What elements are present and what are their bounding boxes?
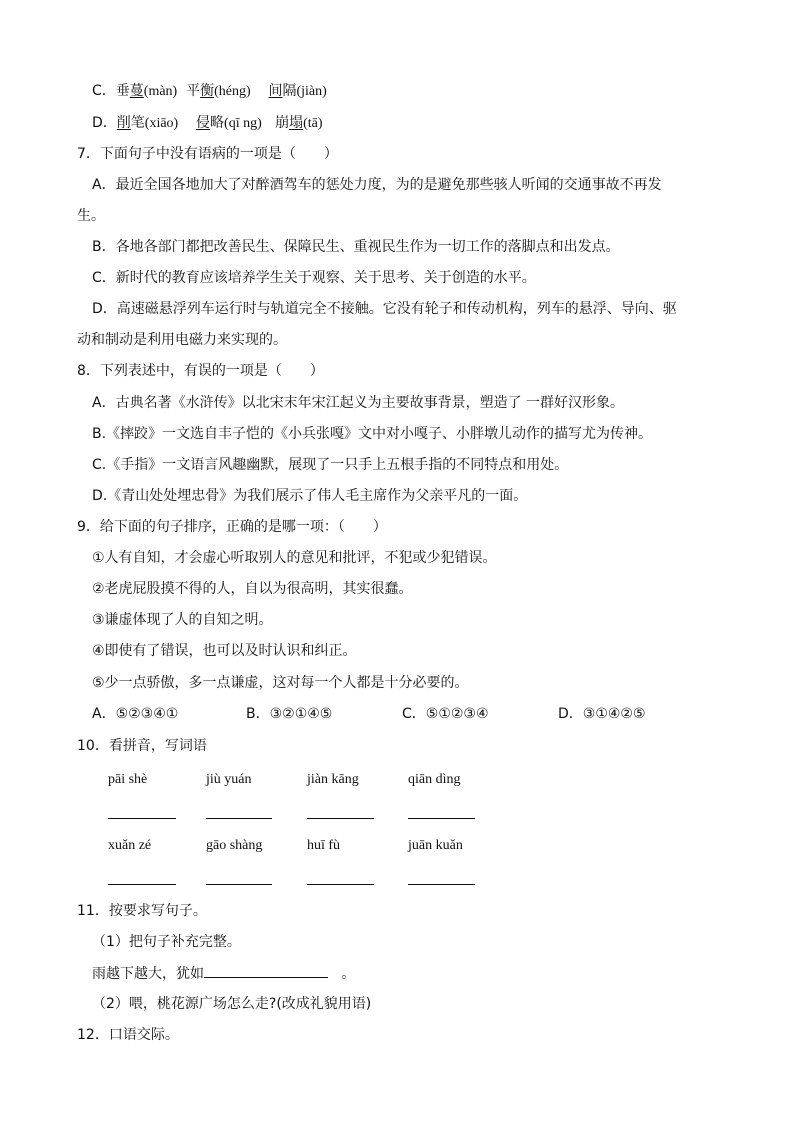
answer-line[interactable] [307,818,374,819]
answer-line[interactable] [408,818,475,819]
answer-line[interactable] [206,884,272,885]
underlined-char: 衡 [200,83,215,99]
q9-stem: 9．给下面的句子排序，正确的是哪一项：（ ） [77,519,387,535]
pinyin: (héng) [214,84,251,99]
underlined-char: 侵 [196,115,211,131]
pinyin-prompt: juān kuǎn [408,838,463,853]
underlined-char: 间 [268,83,283,99]
pinyin: (tā) [303,116,323,131]
answer-line[interactable] [206,818,272,819]
q9-option-b: B．③②①④⑤ [246,706,333,722]
answer-line[interactable] [408,884,475,885]
option-letter: C． [92,83,116,99]
q8-option-c: C.《手指》一文语言风趣幽默，展现了一只手上五根手指的不同特点和用处。 [92,457,569,473]
q9-sentence-5: ⑤少一点骄傲，多一点谦虚，这对每一个人都是十分必要的。 [92,675,469,691]
q11-sentence [92,963,355,984]
word-char: 垂 [115,83,130,99]
q7-option-a-line2: 生。 [77,208,105,224]
sentence-suffix: 。 [341,966,356,982]
answer-line[interactable] [307,884,374,885]
q9-sentence-3: ③谦虚体现了人的自知之明。 [92,612,273,628]
word-char: 略 [210,115,225,131]
q9-option-a: A．⑤②③④① [92,706,179,722]
underlined-char: 塌 [289,115,304,131]
q8-stem: 8．下列表述中，有误的一项是（ ） [77,363,324,379]
fill-blank[interactable] [204,963,328,978]
word-char: 笔 [130,115,145,131]
option-letter: D． [92,115,117,131]
q7-stem: 7．下面句子中没有语病的一项是（ ） [77,146,338,162]
pinyin-prompt: jiàn kāng [307,772,359,787]
pinyin: (màn) [143,84,178,99]
word-char: 崩 [275,115,290,131]
pinyin-prompt: xuǎn zé [108,838,152,853]
q6-option-d [92,113,323,134]
pinyin-prompt: qiān dìng [408,772,461,787]
pinyin-prompt: jiù yuán [206,772,252,787]
q9-sentence-4: ④即使有了错误，也可以及时认识和纠正。 [92,643,357,659]
q8-option-a: A．古典名著《水浒传》以北宋末年宋江起义为主要故事背景，塑造了 一群好汉形象。 [92,395,625,411]
pinyin-prompt: gāo shàng [206,838,263,853]
pinyin-prompt: huī fù [307,838,341,853]
pinyin-prompt: pāi shè [108,772,148,787]
q7-option-d-line1: D．高速磁悬浮列车运行时与轨道完全不接触。它没有轮子和传动机构，列车的悬浮、导向、驱 [92,301,677,317]
q9-option-c: C．⑤①②③④ [402,706,489,722]
q8-option-d: D.《青山处处埋忠骨》为我们展示了伟人毛主席作为父亲平凡的一面。 [92,488,528,504]
q9-sentence-1: ①人有自知，才会虚心听取别人的意见和批评，不犯或少犯错误。 [92,550,497,566]
word-char: 平 [186,83,201,99]
sentence-prefix: 雨越下越大，犹如 [92,966,204,982]
word-char: 隔 [282,83,297,99]
q6-option-c [92,81,327,102]
answer-line[interactable] [108,818,176,819]
q7-option-b: B．各地各部门都把改善民生、保障民生、重视民生作为一切工作的落脚点和出发点。 [92,239,620,255]
q12-stem: 12．口语交际。 [77,1027,179,1043]
q11-sub2: （2）喂，桃花源广场怎么走?(改成礼貌用语) [92,996,372,1012]
q10-stem: 10．看拼音，写词语 [77,738,207,754]
pinyin: (qī ng) [224,116,262,131]
underlined-char: 削 [116,115,131,131]
q11-sub1: （1）把句子补充完整。 [92,934,241,950]
answer-line[interactable] [108,884,176,885]
q9-option-d: D．③①④②⑤ [558,706,646,722]
q7-option-d-line2: 动和制动是利用电磁力来实现的。 [77,332,287,348]
underlined-char: 蔓 [129,83,144,99]
q7-option-a-line1: A．最近全国各地加大了对醉酒驾车的惩处力度，为的是避免那些骇人听闻的交通事故不再发 [92,177,662,193]
q9-sentence-2: ②老虎屁股摸不得的人，自以为很高明，其实很蠢。 [92,581,413,597]
q8-option-b: B.《摔跤》一文选自丰子恺的《小兵张嘎》文中对小嘎子、小胖墩儿动作的描写尤为传神。 [92,426,653,442]
q11-stem: 11．按要求写句子。 [77,903,207,919]
pinyin: (xiāo) [144,116,179,131]
pinyin: (jiàn) [296,84,327,99]
q7-option-c: C．新时代的教育应该培养学生关于观察、关于思考、关于创造的水平。 [92,270,536,286]
